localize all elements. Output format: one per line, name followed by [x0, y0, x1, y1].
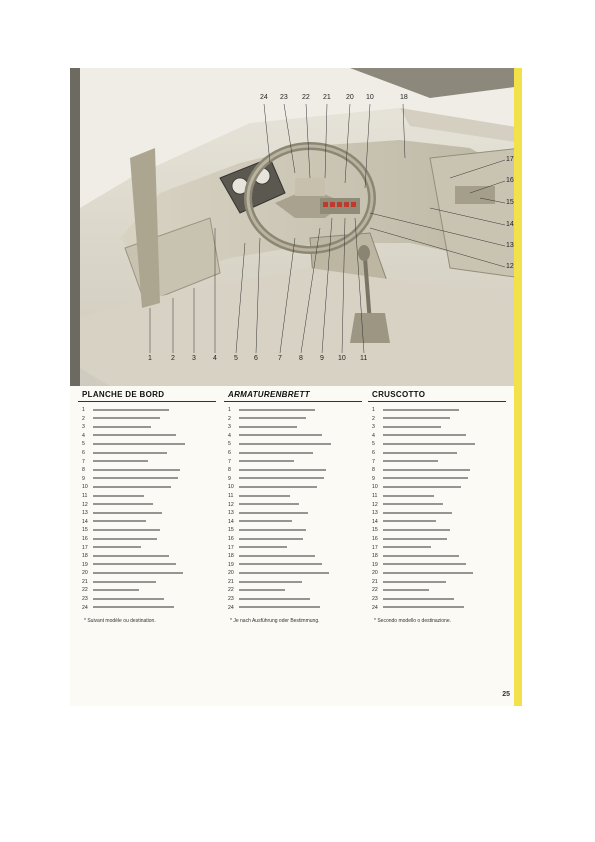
legend-item-number: 12 — [228, 501, 234, 508]
illegible-text — [93, 486, 171, 488]
illegible-text — [239, 563, 322, 565]
legend-item-number: 20 — [82, 570, 88, 577]
legend-item — [228, 578, 362, 587]
legend-item — [82, 578, 216, 587]
illegible-text — [383, 426, 441, 428]
legend-item — [228, 544, 362, 553]
legend-item — [82, 526, 216, 535]
legend-item-number: 24 — [228, 604, 234, 611]
callout-label: 5 — [234, 355, 238, 362]
legend-column-french — [78, 388, 216, 624]
legend-item-number: 1 — [228, 407, 231, 413]
legend-item — [82, 501, 216, 510]
illegible-text — [239, 538, 303, 540]
legend-item — [82, 569, 216, 578]
legend-item — [372, 458, 506, 467]
legend-item — [372, 595, 506, 604]
legend-item — [228, 492, 362, 501]
callout-label: 1 — [148, 355, 152, 362]
legend-item-number: 11 — [228, 492, 234, 499]
legend-item-number: 19 — [82, 561, 88, 568]
callout-label: 9 — [320, 355, 324, 362]
legend-item — [372, 466, 506, 475]
legend-item — [82, 458, 216, 467]
legend-item-number: 18 — [228, 553, 234, 560]
callout-label: 7 — [278, 355, 282, 362]
legend-item-number: 10 — [82, 484, 88, 491]
legend-item-number: 21 — [82, 578, 88, 585]
illegible-text — [93, 512, 162, 514]
illegible-text — [383, 546, 431, 548]
illegible-text — [383, 529, 450, 531]
illegible-text — [93, 598, 164, 600]
legend-item-number: 3 — [82, 424, 85, 431]
illegible-text — [239, 503, 299, 505]
legend-item — [372, 415, 506, 424]
illegible-text — [383, 538, 447, 540]
illegible-text — [383, 443, 475, 445]
legend-item-number: 6 — [372, 449, 375, 456]
legend-item — [82, 586, 216, 595]
legend-item — [228, 440, 362, 449]
illegible-text — [93, 606, 174, 608]
legend-list — [224, 406, 362, 612]
illegible-text — [93, 546, 141, 548]
illegible-text — [239, 452, 313, 454]
legend-item — [228, 466, 362, 475]
illegible-text — [383, 581, 446, 583]
legend-item — [82, 544, 216, 553]
illegible-text — [239, 426, 297, 428]
illegible-text — [239, 606, 320, 608]
callout-label: 4 — [213, 355, 217, 362]
legend-item — [82, 466, 216, 475]
illegible-text — [239, 520, 292, 522]
callout-label: 10 — [338, 355, 346, 362]
legend-item-number: 21 — [228, 578, 234, 585]
callout-label: 22 — [302, 94, 310, 101]
illegible-text — [383, 512, 452, 514]
legend-item — [228, 604, 362, 613]
legend-column-german — [224, 388, 362, 624]
legend-area — [70, 386, 522, 706]
legend-item — [228, 458, 362, 467]
legend-item — [228, 518, 362, 527]
legend-item-number: 8 — [372, 467, 375, 474]
callout-label: 11 — [360, 355, 368, 362]
legend-item-number: 19 — [372, 561, 378, 568]
legend-item — [82, 518, 216, 527]
footnote: * Suivant modèle ou destination. — [84, 618, 156, 625]
illegible-text — [239, 460, 294, 462]
legend-item-number: 20 — [372, 570, 378, 577]
legend-item — [82, 440, 216, 449]
legend-item — [228, 415, 362, 424]
column-heading: ARMATURENBRETT — [224, 388, 362, 402]
legend-item — [82, 483, 216, 492]
legend-item-number: 10 — [228, 484, 234, 491]
footnote: * Secondo modello o destinazione. — [374, 618, 451, 625]
legend-item-number: 20 — [228, 570, 234, 577]
illegible-text — [93, 443, 185, 445]
legend-item-number: 2 — [372, 415, 375, 422]
legend-item — [82, 552, 216, 561]
callout-label: 10 — [366, 94, 374, 101]
legend-item — [372, 586, 506, 595]
legend-item — [372, 406, 506, 415]
illegible-text — [239, 469, 326, 471]
legend-item-number: 13 — [82, 510, 88, 517]
illegible-text — [93, 477, 178, 479]
illegible-text — [239, 409, 315, 411]
legend-item-number: 23 — [228, 596, 234, 603]
legend-item-number: 17 — [82, 544, 88, 551]
illegible-text — [93, 538, 157, 540]
legend-item — [228, 432, 362, 441]
illegible-text — [93, 426, 151, 428]
illegible-text — [93, 503, 153, 505]
legend-list — [78, 406, 216, 612]
legend-item — [82, 509, 216, 518]
illegible-text — [93, 460, 148, 462]
legend-item-number: 4 — [228, 432, 231, 439]
illegible-text — [239, 512, 308, 514]
callout-label: 21 — [323, 94, 331, 101]
legend-item-number: 23 — [372, 596, 378, 603]
legend-item-number: 11 — [82, 492, 88, 499]
illegible-text — [93, 452, 167, 454]
illegible-text — [383, 486, 461, 488]
illegible-text — [239, 443, 331, 445]
callout-label: 14 — [506, 221, 514, 228]
legend-item-number: 22 — [228, 587, 234, 594]
legend-item — [82, 475, 216, 484]
legend-item — [372, 432, 506, 441]
legend-item — [372, 569, 506, 578]
legend-item — [228, 509, 362, 518]
legend-item-number: 14 — [82, 518, 88, 525]
legend-item — [372, 518, 506, 527]
illegible-text — [239, 417, 306, 419]
legend-item — [82, 449, 216, 458]
illegible-text — [93, 581, 156, 583]
legend-item-number: 12 — [372, 501, 378, 508]
column-heading: PLANCHE DE BORD — [78, 388, 216, 402]
illegible-text — [239, 555, 315, 557]
legend-item — [228, 586, 362, 595]
legend-item — [82, 595, 216, 604]
legend-item-number: 13 — [228, 510, 234, 517]
illegible-text — [93, 495, 144, 497]
legend-item — [372, 535, 506, 544]
illegible-text — [239, 529, 306, 531]
legend-item — [82, 561, 216, 570]
legend-item — [228, 552, 362, 561]
legend-item-number: 3 — [372, 424, 375, 431]
illegible-text — [93, 529, 160, 531]
legend-item-number: 19 — [228, 561, 234, 568]
legend-item — [372, 440, 506, 449]
legend-item — [228, 569, 362, 578]
callout-label: 12 — [506, 263, 514, 270]
illegible-text — [383, 555, 459, 557]
legend-item — [228, 561, 362, 570]
legend-item — [228, 406, 362, 415]
legend-item-number: 9 — [228, 475, 231, 482]
callout-label: 23 — [280, 94, 288, 101]
illegible-text — [93, 469, 180, 471]
legend-item-number: 2 — [228, 415, 231, 422]
legend-item-number: 4 — [372, 432, 375, 439]
illegible-text — [383, 503, 443, 505]
legend-item-number: 22 — [372, 587, 378, 594]
legend-item — [372, 604, 506, 613]
illegible-text — [239, 486, 317, 488]
legend-item — [228, 535, 362, 544]
illegible-text — [239, 572, 329, 574]
footnote: * Je nach Ausführung oder Bestimmung. — [230, 618, 320, 625]
legend-item-number: 2 — [82, 415, 85, 422]
legend-item — [372, 526, 506, 535]
legend-item-number: 1 — [82, 407, 85, 413]
legend-item-number: 9 — [82, 475, 85, 482]
illegible-text — [93, 555, 169, 557]
callout-label: 17 — [506, 156, 514, 163]
legend-item — [82, 423, 216, 432]
illegible-text — [93, 434, 176, 436]
page-number: 25 — [502, 691, 510, 698]
legend-item-number: 10 — [372, 484, 378, 491]
legend-item — [82, 415, 216, 424]
legend-item-number: 14 — [228, 518, 234, 525]
legend-item — [82, 604, 216, 613]
illegible-text — [383, 606, 464, 608]
illegible-text — [239, 434, 322, 436]
legend-column-italian — [368, 388, 506, 624]
callout-label: 20 — [346, 94, 354, 101]
illegible-text — [383, 452, 457, 454]
illegible-text — [93, 563, 176, 565]
legend-item-number: 3 — [228, 424, 231, 431]
legend-item — [228, 595, 362, 604]
legend-item-number: 7 — [372, 458, 375, 465]
illegible-text — [93, 572, 183, 574]
legend-item — [372, 561, 506, 570]
legend-item-number: 15 — [372, 527, 378, 534]
legend-item-number: 18 — [82, 553, 88, 560]
legend-item-number: 11 — [372, 492, 378, 499]
illegible-text — [93, 417, 160, 419]
illegible-text — [93, 520, 146, 522]
callout-label: 18 — [400, 94, 408, 101]
callout-label: 2 — [171, 355, 175, 362]
illegible-text — [383, 572, 473, 574]
callout-label: 15 — [506, 199, 514, 206]
illegible-text — [239, 581, 302, 583]
legend-item-number: 1 — [372, 407, 375, 413]
callout-label: 24 — [260, 94, 268, 101]
illegible-text — [239, 495, 290, 497]
illegible-text — [383, 434, 466, 436]
scanned-page — [70, 68, 522, 706]
legend-item — [372, 509, 506, 518]
legend-item-number: 22 — [82, 587, 88, 594]
legend-item-number: 21 — [372, 578, 378, 585]
illegible-text — [383, 589, 429, 591]
legend-item-number: 4 — [82, 432, 85, 439]
legend-item-number: 8 — [82, 467, 85, 474]
illegible-text — [93, 589, 139, 591]
legend-item — [372, 423, 506, 432]
legend-item — [372, 475, 506, 484]
illegible-text — [383, 417, 450, 419]
illegible-text — [383, 409, 459, 411]
illegible-text — [239, 589, 285, 591]
yellow-edge-strip — [514, 68, 522, 706]
illegible-text — [239, 546, 287, 548]
illegible-text — [383, 495, 434, 497]
illegible-text — [383, 460, 438, 462]
legend-item-number: 24 — [372, 604, 378, 611]
legend-item — [372, 449, 506, 458]
legend-item-number: 12 — [82, 501, 88, 508]
legend-item-number: 18 — [372, 553, 378, 560]
legend-item-number: 5 — [228, 441, 231, 448]
legend-item-number: 7 — [228, 458, 231, 465]
legend-item — [372, 578, 506, 587]
legend-item-number: 23 — [82, 596, 88, 603]
callout-label: 13 — [506, 242, 514, 249]
legend-item — [82, 535, 216, 544]
legend-item — [372, 501, 506, 510]
column-heading: CRUSCOTTO — [368, 388, 506, 402]
legend-item — [372, 544, 506, 553]
legend-item-number: 5 — [82, 441, 85, 448]
dashboard-photo — [70, 68, 522, 386]
legend-item-number: 14 — [372, 518, 378, 525]
legend-item-number: 13 — [372, 510, 378, 517]
illegible-text — [383, 477, 468, 479]
legend-item-number: 9 — [372, 475, 375, 482]
legend-item — [228, 449, 362, 458]
legend-item — [228, 526, 362, 535]
legend-item-number: 17 — [228, 544, 234, 551]
legend-item-number: 6 — [228, 449, 231, 456]
legend-item — [372, 552, 506, 561]
legend-item — [228, 475, 362, 484]
legend-item — [372, 483, 506, 492]
legend-item-number: 5 — [372, 441, 375, 448]
illegible-text — [383, 520, 436, 522]
legend-item — [82, 406, 216, 415]
legend-item-number: 8 — [228, 467, 231, 474]
legend-item-number: 6 — [82, 449, 85, 456]
legend-item-number: 16 — [82, 535, 88, 542]
illegible-text — [239, 598, 310, 600]
legend-item — [372, 492, 506, 501]
legend-item — [82, 432, 216, 441]
legend-item — [228, 483, 362, 492]
illegible-text — [383, 563, 466, 565]
illegible-text — [383, 469, 470, 471]
callout-label: 3 — [192, 355, 196, 362]
legend-item-number: 16 — [372, 535, 378, 542]
legend-item-number: 24 — [82, 604, 88, 611]
legend-item — [82, 492, 216, 501]
legend-list — [368, 406, 506, 612]
illegible-text — [93, 409, 169, 411]
legend-item-number: 16 — [228, 535, 234, 542]
legend-item — [228, 423, 362, 432]
callout-label: 8 — [299, 355, 303, 362]
callout-label: 6 — [254, 355, 258, 362]
illegible-text — [239, 477, 324, 479]
legend-item-number: 7 — [82, 458, 85, 465]
legend-item-number: 15 — [82, 527, 88, 534]
callout-label: 16 — [506, 177, 514, 184]
legend-item-number: 17 — [372, 544, 378, 551]
legend-item — [228, 501, 362, 510]
legend-item-number: 15 — [228, 527, 234, 534]
illegible-text — [383, 598, 454, 600]
